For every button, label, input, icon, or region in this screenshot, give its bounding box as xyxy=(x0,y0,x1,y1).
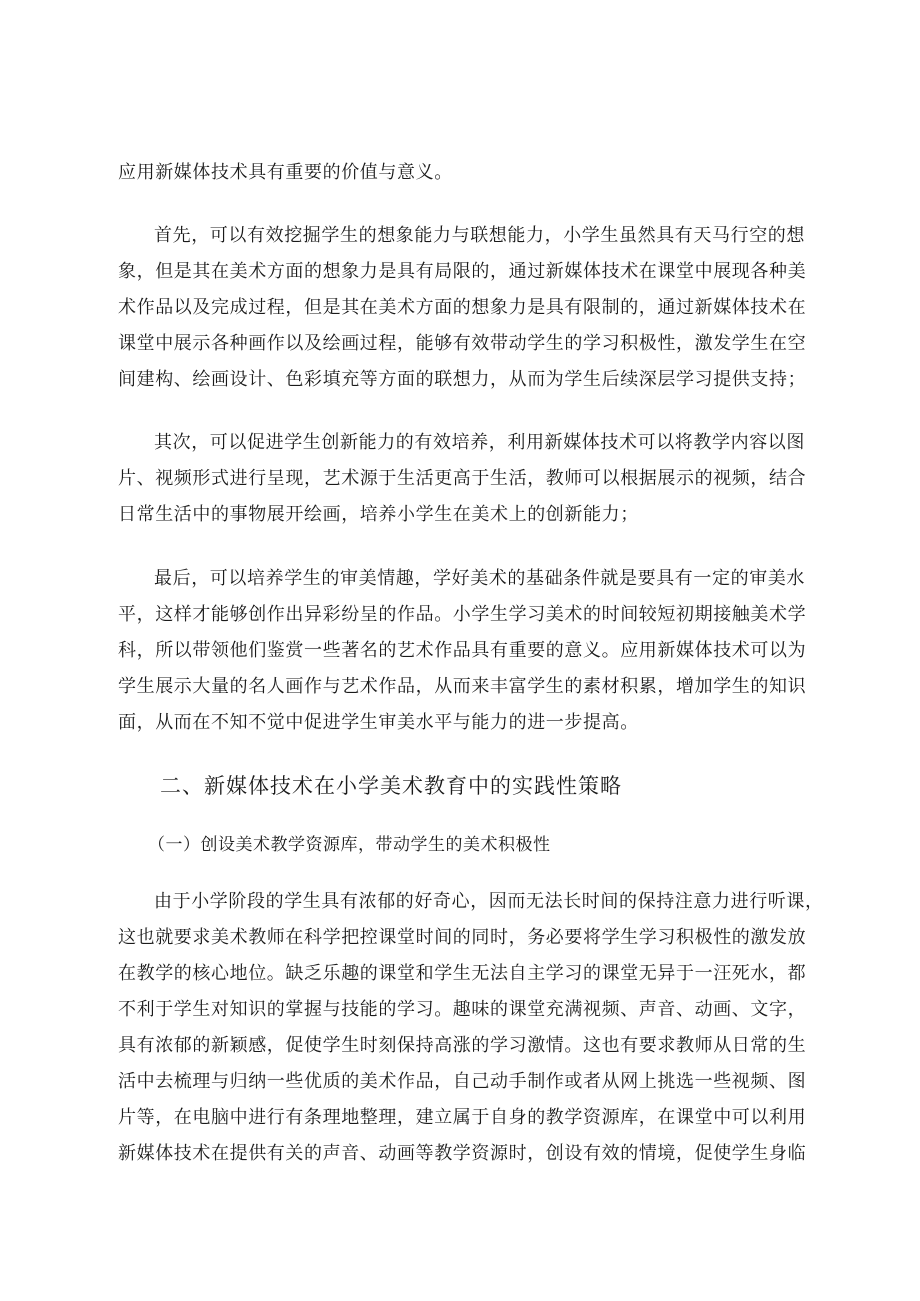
body-text-line: 不利于学生对知识的掌握与技能的学习。趣味的课堂充满视频、声音、动画、文字， xyxy=(118,999,807,1020)
body-text-line: 科，所以带领他们鉴赏一些著名的艺术作品具有重要的意义。应用新媒体技术可以为 xyxy=(118,640,807,661)
body-text-line: 间建构、绘画设计、色彩填充等方面的联想力，从而为学生后续深层学习提供支持； xyxy=(118,369,807,390)
body-text-line: 术作品以及完成过程，但是其在美术方面的想象力是具有限制的，通过新媒体技术在 xyxy=(118,297,807,318)
body-text-line: 应用新媒体技术具有重要的价值与意义。 xyxy=(118,162,453,183)
body-text-line: 最后，可以培养学生的审美情趣，学好美术的基础条件就是要具有一定的审美水 xyxy=(154,568,805,589)
body-text-line: 面，从而在不知不觉中促进学生审美水平与能力的进一步提高。 xyxy=(118,712,639,733)
body-text-line: 首先，可以有效挖掘学生的想象能力与联想能力，小学生虽然具有天马行空的想 xyxy=(154,225,805,246)
body-text-line: 象，但是其在美术方面的想象力是具有局限的，通过新媒体技术在课堂中展现各种美 xyxy=(118,261,807,282)
body-text-line: 学生展示大量的名人画作与艺术作品，从而来丰富学生的素材积累，增加学生的知识 xyxy=(118,676,807,697)
body-text-line: 日常生活中的事物展开绘画，培养小学生在美术上的创新能力； xyxy=(118,504,639,525)
subsection-heading: （一）创设美术教学资源库，带动学生的美术积极性 xyxy=(148,835,551,855)
body-text-line: 其次，可以促进学生创新能力的有效培养，利用新媒体技术可以将教学内容以图 xyxy=(154,432,805,453)
body-text-line: 平，这样才能够创作出异彩纷呈的作品。小学生学习美术的时间较短初期接触美术学 xyxy=(118,604,807,625)
body-text-line: 活中去梳理与归纳一些优质的美术作品，自己动手制作或者从网上挑选一些视频、图 xyxy=(118,1071,807,1092)
body-text-line: 新媒体技术在提供有关的声音、动画等教学资源时，创设有效的情境，促使学生身临 xyxy=(118,1143,807,1164)
body-text-line: 课堂中展示各种画作以及绘画过程，能够有效带动学生的学习积极性，激发学生在空 xyxy=(118,333,807,354)
section-heading: 二、新媒体技术在小学美术教育中的实践性策略 xyxy=(160,774,622,798)
body-text-line: 片、视频形式进行呈现，艺术源于生活更高于生活，教师可以根据展示的视频，结合 xyxy=(118,468,807,489)
body-text-line: 这也就要求美术教师在科学把控课堂时间的同时，务必要将学生学习积极性的激发放 xyxy=(118,927,807,948)
body-text-line: 由于小学阶段的学生具有浓郁的好奇心，因而无法长时间的保持注意力进行听课， xyxy=(154,891,824,912)
body-text-line: 片等，在电脑中进行有条理地整理，建立属于自身的教学资源库，在课堂中可以利用 xyxy=(118,1107,807,1128)
body-text-line: 具有浓郁的新颖感，促使学生时刻保持高涨的学习激情。这也有要求教师从日常的生 xyxy=(118,1035,807,1056)
body-text-line: 在教学的核心地位。缺乏乐趣的课堂和学生无法自主学习的课堂无异于一汪死水，都 xyxy=(118,963,807,984)
